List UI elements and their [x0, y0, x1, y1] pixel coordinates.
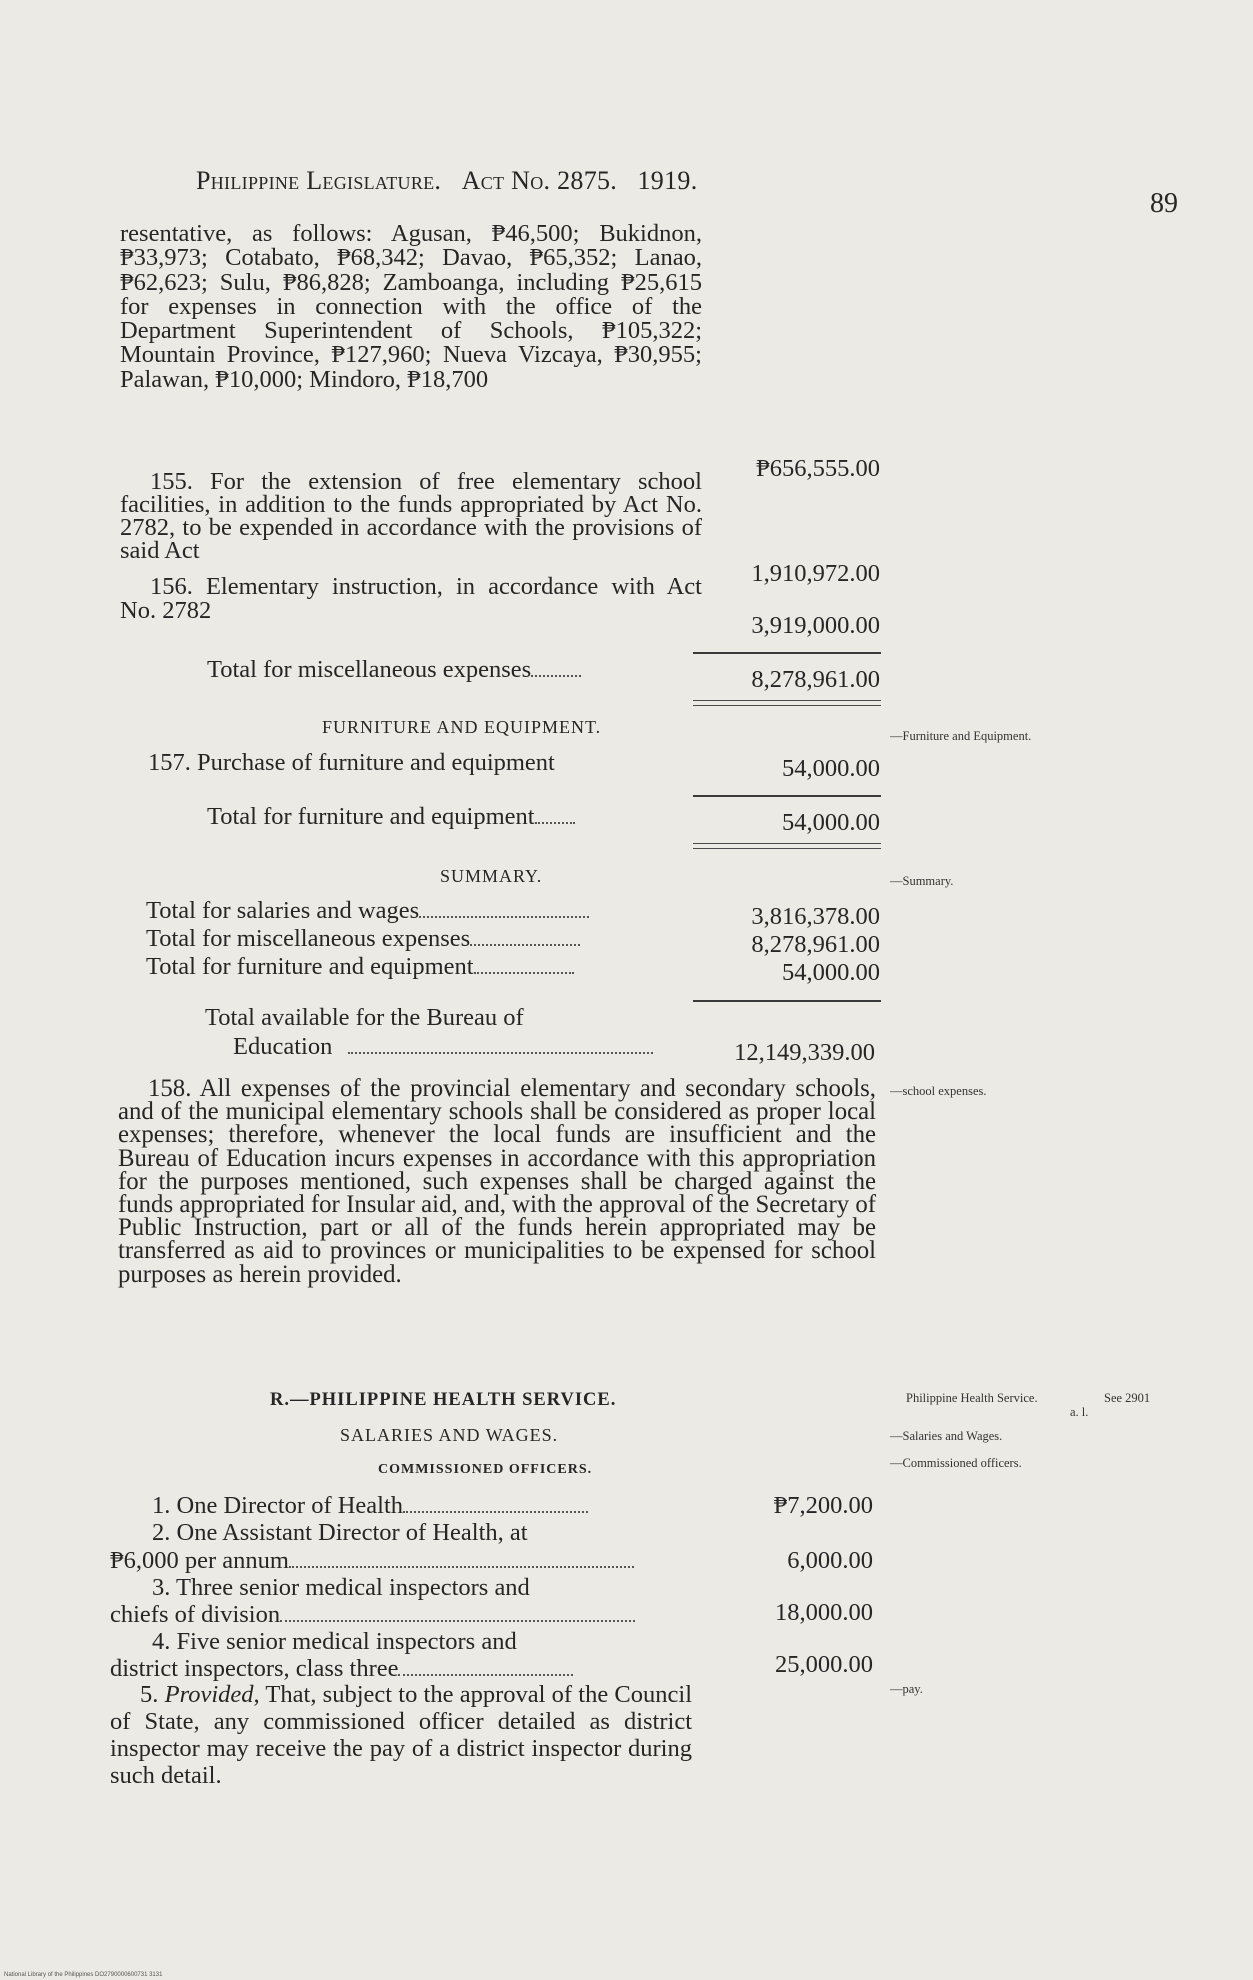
amount-156: 3,919,000.00 — [751, 612, 880, 639]
paragraph-intro: resentative, as follows: Agusan, ₱46,500; Bukidnon, ₱33,973; Cotabato, ₱68,342; Davao, ₱65,352; Lanao, ₱62,623; Sulu, ₱86,828; Zamboanga, including ₱25,615 for expenses in connection with the office of the Department Superintendent of Schools, ₱105,322; Mountain Province, ₱127,960; Nueva Vizcaya, ₱30,955; Palawan, ₱10,000; Mindoro, ₱18,700 — [120, 220, 702, 393]
summary-row-misc: Total for miscellaneous expenses — [146, 925, 580, 953]
total-available-line1: Total available for the Bureau of — [205, 1004, 524, 1031]
health-item-2-line1: 2. One Assistant Director of Health, at — [152, 1519, 528, 1546]
total-furniture-label: Total for furniture and equipment — [207, 803, 575, 831]
margin-note-furniture: —Furniture and Equipment. — [890, 729, 1032, 743]
running-title-legislature: Philippine Legislature. — [196, 166, 442, 195]
margin-note-school-expenses: —school expenses. — [890, 1084, 987, 1098]
running-head — [196, 166, 698, 196]
heading-health-service: R.—PHILIPPINE HEALTH SERVICE. — [270, 1390, 617, 1410]
paragraph-158: 158. All expenses of the provincial elementary and secondary schools, and of the municipal elementary schools shall be considered as proper local expenses; therefore, whenever the local funds are insufficient and the Bureau of Education incurs expenses in accordance with this appropriation for the purposes mentioned, such expenses shall be charged against the funds appropriated for Insular aid, and, with the approval of the Secretary of Public Instruction, part or all of the funds herein appropriated may be transferred as aid to provinces or municipalities to be expensed for school purposes as herein provided. — [118, 1075, 876, 1288]
margin-note-commissioned: —Commissioned officers. — [890, 1456, 1022, 1470]
paragraph-155: 155. For the extension of free elementary school facilities, in addition to the funds appropriated by Act No. 2782, to be expended in accordance with the provisions of said Act — [120, 468, 702, 564]
margin-note-see-ref2: a. l. — [1070, 1405, 1089, 1419]
health-item-4-line1: 4. Five senior medical inspectors and — [152, 1628, 517, 1655]
margin-note-see-ref: See 2901 — [1104, 1391, 1151, 1405]
running-title-year: 1919. — [637, 166, 698, 195]
amount-157: 54,000.00 — [782, 755, 880, 782]
summary-amount-salaries: 3,816,378.00 — [751, 903, 880, 930]
health-amount-3: 18,000.00 — [775, 1599, 873, 1626]
rule-below-total-furniture — [693, 843, 881, 849]
summary-amount-furniture: 54,000.00 — [782, 959, 880, 986]
health-item-1: 1. One Director of Health — [152, 1492, 588, 1520]
footer-scan-id: National Library of the Philippines DO2790000600731 3131 — [4, 1972, 163, 1978]
heading-salaries-wages: SALARIES AND WAGES. — [340, 1425, 559, 1445]
total-furniture-amount: 54,000.00 — [782, 809, 880, 836]
health-amount-1: ₱7,200.00 — [773, 1492, 873, 1519]
amount-intro: ₱656,555.00 — [756, 455, 880, 482]
total-misc-label: Total for miscellaneous expenses — [207, 656, 581, 684]
total-misc-amount: 8,278,961.00 — [751, 666, 880, 693]
health-amount-2: 6,000.00 — [787, 1547, 873, 1574]
paragraph-5: 5. Provided, That, subject to the approval of the Council of State, any commissioned officer detailed as district inspector may receive the pay of a district inspector during such detail. — [110, 1681, 693, 1789]
running-title-act: Act No. 2875. — [461, 166, 618, 195]
paragraph-156: 156. Elementary instruction, in accordance with Act No. 2782 — [120, 573, 702, 624]
heading-furniture: FURNITURE AND EQUIPMENT. — [322, 717, 602, 737]
rule-above-total-misc — [693, 652, 881, 654]
amount-155: 1,910,972.00 — [751, 560, 880, 587]
total-available-amount: 12,149,339.00 — [734, 1039, 875, 1066]
health-item-2-line2: ₱6,000 per annum — [110, 1547, 634, 1575]
rule-above-total-available — [693, 1000, 881, 1002]
health-item-4-line2: district inspectors, class three — [110, 1655, 573, 1683]
margin-note-pay: —pay. — [890, 1682, 923, 1696]
heading-summary: SUMMARY. — [440, 866, 543, 886]
health-amount-4: 25,000.00 — [775, 1651, 873, 1678]
item-157: 157. Purchase of furniture and equipment — [148, 749, 555, 776]
summary-amount-misc: 8,278,961.00 — [751, 931, 880, 958]
health-item-3-line2: chiefs of division — [110, 1601, 635, 1629]
health-item-3-line1: 3. Three senior medical inspectors and — [152, 1574, 530, 1601]
heading-commissioned-officers: COMMISSIONED OFFICERS. — [378, 1462, 593, 1477]
rule-above-total-furniture — [693, 795, 881, 797]
margin-note-salaries: —Salaries and Wages. — [890, 1429, 1003, 1443]
total-available-line2: Education — [233, 1033, 653, 1061]
page-number: 89 — [1150, 188, 1178, 219]
summary-row-salaries: Total for salaries and wages — [146, 897, 589, 925]
rule-below-total-misc — [693, 700, 881, 706]
margin-note-health-service: Philippine Health Service. — [906, 1391, 1038, 1405]
margin-note-summary: —Summary. — [890, 874, 954, 888]
summary-row-furniture: Total for furniture and equipment — [146, 953, 574, 981]
